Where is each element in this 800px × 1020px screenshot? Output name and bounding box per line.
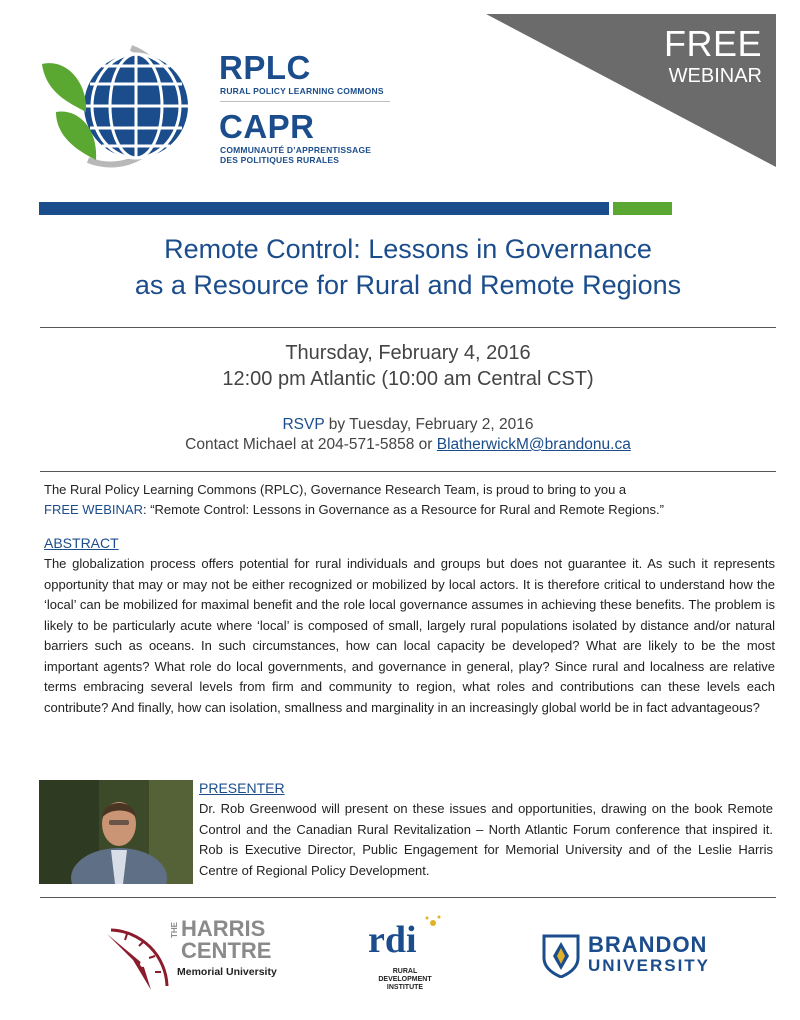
intro-line1: The Rural Policy Learning Commons (RPLC), Governance Research Team, is proud to bring to you a [44, 482, 627, 497]
brandon-university-logo [542, 914, 722, 984]
org-en-abbr: RPLC [219, 49, 311, 86]
presenter-heading: PRESENTER [199, 780, 285, 796]
presenter-text: Dr. Rob Greenwood will present on these issues and opportunities, drawing on the book Remote Control and the Canadian Rural Revitalization – North Atlantic Forum conference that inspired it. Rob is Executive Director, Public Engagement for Memorial University and of the Leslie Harris Centre of Regional Policy Development. [199, 801, 773, 878]
org-fr-name-line1: COMMUNAUTÉ D’APPRENTISSAGE [220, 145, 372, 155]
intro-line2 [44, 500, 774, 521]
rsvp-line [40, 415, 776, 435]
org-fr-name-line2: DES POLITIQUES RURALES [220, 155, 340, 165]
rdi-line2: DEVELOPMENT [378, 976, 432, 983]
banner-webinar-text: WEBINAR [668, 65, 762, 87]
divider-rule [40, 897, 776, 898]
abstract-text: The globalization process offers potential for rural individuals and groups but does not guarantee it. As such it represents opportunity that may or may not be either recognized or mobilized by local actors. It is therefore critical to understand how the ‘local’ can be mobilized for maximal benefit and the role local governance assumes in achieving these benefits. The problem is likely to be particularly acute where ‘local’ is composed of small, largely rural populations isolated by distance and/or natural barriers such as oceans. In such circumstances, how can local capacity be developed? What are likely to be the most important agents? What role do local governments, and governance in general, play? Since rural and localness are relative terms embracing several levels from firm and community to region, what roles and contributions can these levels each contribute? And finally, how can isolation, smallness and marginality in an increasingly global world be in fact advantageous? [44, 556, 775, 715]
org-fr-abbr: CAPR [219, 108, 315, 145]
header-bar-blue [39, 202, 609, 215]
presenter-photo [39, 780, 193, 884]
contact-text: Contact Michael at 204-571-5858 or [185, 436, 437, 453]
rdi-mark: rdi [368, 919, 417, 961]
rdi-line1: RURAL [392, 968, 418, 975]
brandon-line2: UNIVERSITY [588, 956, 711, 975]
abstract-heading: ABSTRACT [44, 535, 119, 551]
brandon-line1: BRANDON [588, 932, 708, 957]
banner-free-text: FREE [663, 23, 762, 64]
free-webinar-label: FREE WEBINAR [44, 502, 143, 517]
header-bar-green [613, 202, 672, 215]
harris-the: THE [170, 922, 179, 938]
harris-line3: Memorial University [177, 966, 277, 978]
title-line2: as a Resource for Rural and Remote Regions [134, 270, 682, 300]
event-time: 12:00 pm Atlantic (10:00 am Central CST) [222, 368, 594, 390]
compass-icon [103, 920, 175, 992]
contact-email-link[interactable]: BlatherwickM@brandonu.ca [436, 436, 631, 453]
header-divider [220, 101, 390, 102]
harris-centre-logo [103, 914, 278, 994]
contact-line [40, 435, 776, 455]
shield-icon [542, 934, 580, 978]
title-line1: Remote Control: Lessons in Governance [164, 234, 652, 264]
rplc-globe-logo [36, 42, 216, 172]
rsvp-deadline: by Tuesday, February 2, 2016 [324, 416, 534, 433]
harris-line2: CENTRE [181, 938, 272, 963]
rdi-line3: INSTITUTE [386, 984, 424, 991]
org-en-name: RURAL POLICY LEARNING COMMONS [220, 86, 384, 96]
harris-line1: HARRIS [181, 916, 266, 941]
rsvp-label: RSVP [282, 416, 325, 433]
webinar-quote: : “Remote Control: Lessons in Governance as a Resource for Rural and Remote Regions.” [142, 502, 664, 517]
divider-rule [40, 471, 776, 472]
sparkle-icon [424, 914, 442, 932]
divider-rule [40, 327, 776, 328]
rdi-logo [360, 914, 450, 1004]
event-date: Thursday, February 4, 2016 [285, 342, 531, 364]
